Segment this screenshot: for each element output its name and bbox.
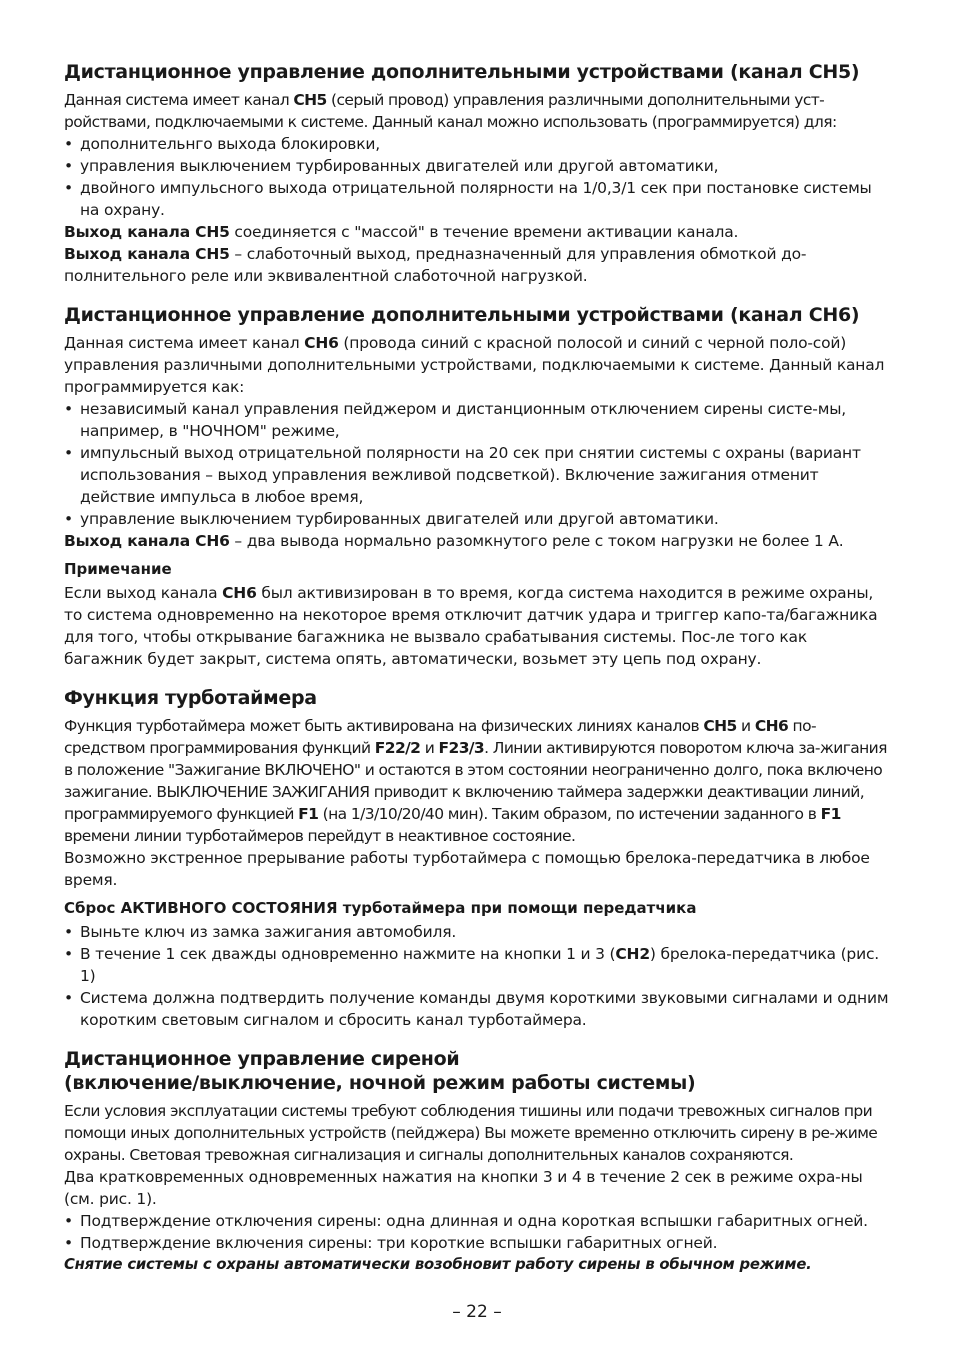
list-item: • импульсный выход отрицательной полярности на 20 сек при снятии системы с охраны (вариант использования – выход управления вежливой подсветкой). Включение зажигания отменит действие импульса в любое время, [64, 442, 890, 508]
document-page [64, 60, 890, 1292]
section-turbo [64, 686, 890, 1031]
ch6-intro: Данная система имеет канал CH6 (провода синий с красной полосой и синий с черной поло-сой) управления различными дополнительными устройствами, подключаемыми к системе. Данный канал программируется как: [64, 334, 885, 396]
list-item: • двойного импульсного выхода отрицательной полярности на 1/0,3/1 сек при постановке системы на охрану. [64, 177, 890, 221]
list-item: • Выньте ключ из замка зажигания автомобиля. [64, 921, 890, 943]
siren-paragraph-1: Если условия эксплуатации системы требуют соблюдения тишины или подачи тревожных сигналов при помощи иных дополнительных устройств (пейджера) Вы можете временно отключить сирену в ре-жиме охраны. Световая тревожная сигнализация и сигналы дополнительных каналов сохраняются. [64, 1102, 878, 1164]
list-item: • В течение 1 сек дважды одновременно нажмите на кнопки 1 и 3 (CH2) брелока-передатчика (рис. 1) [64, 943, 890, 987]
note-title: Примечание [64, 560, 172, 578]
list-item: • Система должна подтвердить получение команды двумя короткими звуковыми сигналами и одним коротким световым сигналом и сбросить канал турботаймера. [64, 987, 890, 1031]
section-ch5 [64, 60, 890, 287]
section-title-turbo: Функция турботаймера [64, 687, 317, 709]
turbo-paragraph-2: Возможно экстренное прерывание работы турботаймера с помощью брелока-передатчика в любое время. [64, 849, 870, 889]
siren-final-note: Снятие системы с охраны автоматически возобновит работу сирены в обычном режиме. [64, 1256, 812, 1273]
ch5-intro: Данная система имеет канал CH5 (серый провод) управления различными дополнительными уст-ройствами, подключаемыми к системе. Данный канал можно использовать (программируется) для: [64, 91, 837, 131]
list-item: • Подтверждение отключения сирены: одна длинная и одна короткая вспышки габаритных огней. [64, 1210, 890, 1232]
siren-bullet-list [64, 1210, 890, 1254]
ch6-bullet-list [64, 398, 890, 530]
ch5-output-2: Выход канала CH5 – слаботочный выход, предназначенный для управления обмоткой до-полнительного реле или эквивалентной слаботочной нагрузкой. [64, 245, 807, 285]
ch6-note: Если выход канала CH6 был активизирован в то время, когда система находится в режиме охраны, то система одновременно на некоторое время отключит датчик удара и триггер капо-та/багажника для того, чтобы открывание багажника не вызвало срабатывания системы. Пос-ле того как багажник будет закрыт, система опять, автоматически, возьмет эту цепь под охрану. [64, 584, 878, 668]
list-item: • независимый канал управления пейджером и дистанционным отключением сирены систе-мы, например, в "НОЧНОМ" режиме, [64, 398, 890, 442]
section-siren [64, 1047, 890, 1276]
list-item: • управление выключением турбированных двигателей или другой автоматики. [64, 508, 890, 530]
list-item: • Подтверждение включения сирены: три короткие вспышки габаритных огней. [64, 1232, 890, 1254]
section-title-ch5: Дистанционное управление дополнительными устройствами (канал CH5) [64, 61, 860, 83]
siren-paragraph-2: Два кратковременных одновременных нажатия на кнопки 3 и 4 в течение 2 сек в режиме охра-ны (см. рис. 1). [64, 1168, 863, 1208]
section-ch6 [64, 303, 890, 670]
section-title-ch6: Дистанционное управление дополнительными устройствами (канал CH6) [64, 304, 860, 326]
turbo-paragraph-1: Функция турботаймера может быть активирована на физических линиях каналов CH5 и CH6 по-средством программирования функций F22/2 и F23/3. Линии активируются поворотом ключа за-жигания в положение "Зажигание ВКЛЮЧЕНО" и остаются в этом состоянии неограниченно долго, пока включено зажигание. ВЫКЛЮЧЕНИЕ ЗАЖИГАНИЯ приводит к включению таймера задержки деактивации линий, программируемого функцией F1 (на 1/3/10/20/40 мин). Таким образом, по истечении заданного в F1 времени линии турботаймеров перейдут в неактивное состояние. [64, 717, 887, 845]
ch5-bullet-list [64, 133, 890, 221]
ch6-output: Выход канала CH6 – два вывода нормально разомкнутого реле с током нагрузки не более 1 А. [64, 532, 844, 550]
ch5-output-1: Выход канала CH5 соединяется с "массой" в течение времени активации канала. [64, 223, 739, 241]
turbo-reset-title: Сброс АКТИВНОГО СОСТОЯНИЯ турботаймера при помощи передатчика [64, 899, 697, 917]
page-number: – 22 – [452, 1302, 502, 1322]
turbo-bullet-list [64, 921, 890, 1031]
list-item: • управления выключением турбированных двигателей или другой автоматики, [64, 155, 890, 177]
section-title-siren: Дистанционное управление сиреной (включение/выключение, ночной режим работы системы) [64, 1048, 696, 1094]
list-item: • дополнительнго выхода блокировки, [64, 133, 890, 155]
